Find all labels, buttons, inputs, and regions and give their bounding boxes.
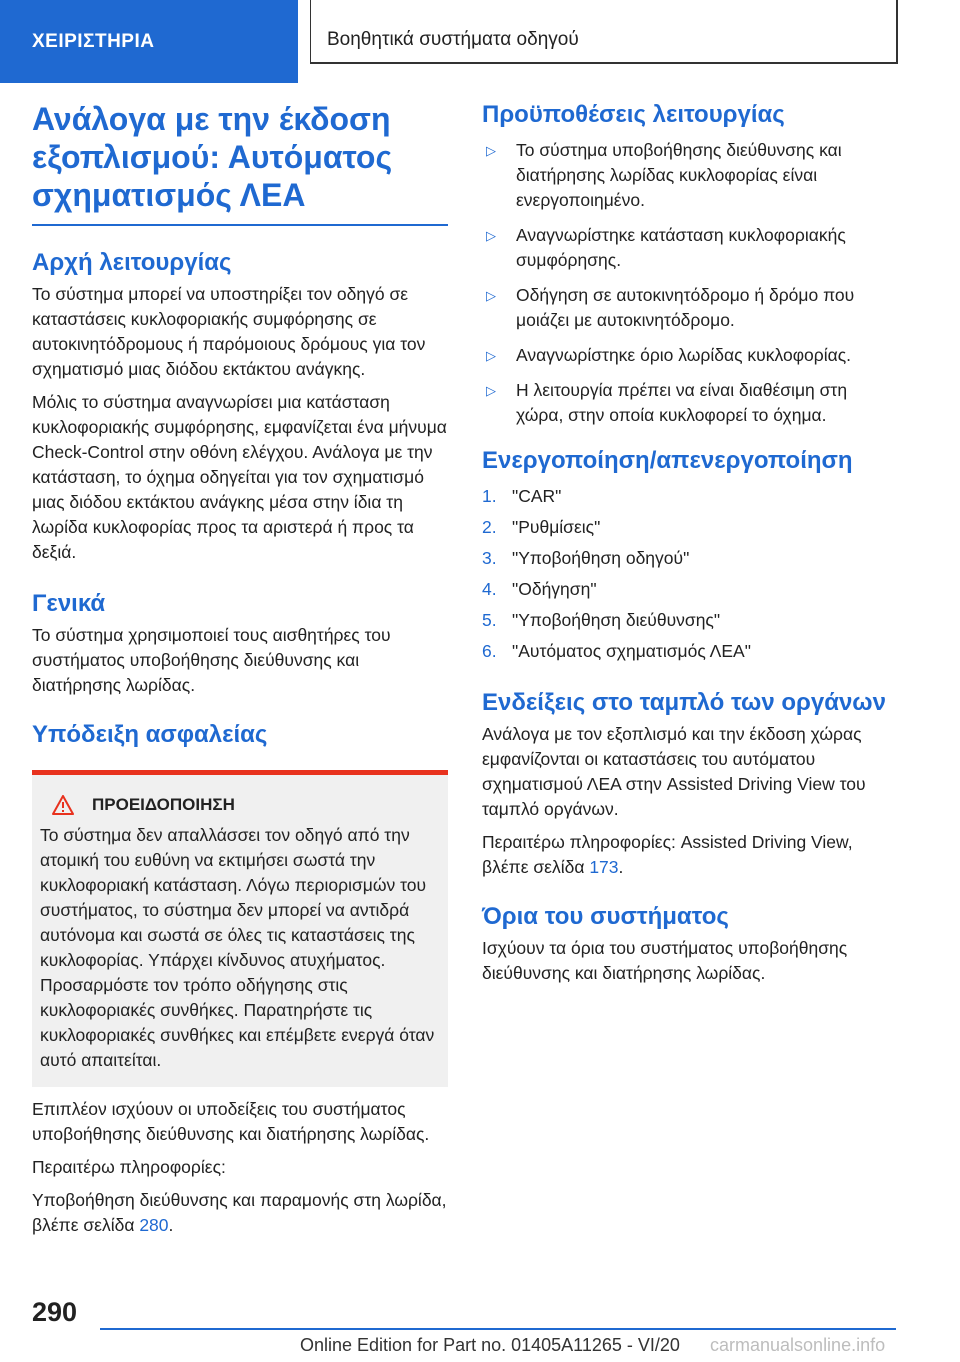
- bullet-triangle-icon: ▷: [486, 383, 496, 398]
- step-text: "Αυτόματος σχηματισμός ΛΕΑ": [512, 641, 751, 661]
- bullet-triangle-icon: ▷: [486, 228, 496, 243]
- warning-text: Το σύστημα δεν απαλλάσσει τον οδηγό από την ατομική του ευθύνη να εκτιμήσει σωστά την κυκλοφοριακή κατάσταση. Λόγω περιορισμών του συστήματος, το σύστημα δεν μπορεί να αντιδρά αυτόνομα και σωστά σε όλες τις καταστάσεις της κυκλοφορίας. Υπάρχει κίνδυνος ατυχήματος. Προσαρμόστε τον τρόπο οδήγησης στις κυκλοφοριακές συνθήκες. Παρατηρήστε τις κυκλοφοριακές συνθήκες και επέμβετε ενεργά όταν αυτό απαιτείται.: [40, 825, 435, 1070]
- general-heading: Γενικά: [32, 590, 106, 617]
- principle-paragraph-1: Το σύστημα μπορεί να υποστηρίξει τον οδηγό σε καταστάσεις κυκλοφοριακής συμφόρησης σε αυτοκινητόδρομους ή παρόμοιους δρόμους για τον σχηματισμό μιας διόδου εκτάκτου ανάγκης.: [32, 284, 426, 379]
- after-paragraph-3-text: Υποβοήθηση διεύθυνσης και παραμονής στη λωρίδα, βλέπε σελίδα: [32, 1190, 447, 1235]
- principle-heading: Αρχή λειτουργίας: [32, 249, 232, 276]
- prereq-text: Οδήγηση σε αυτοκινητόδρομο ή δρόμο που μοιάζει με αυτοκινητόδρομο.: [516, 285, 855, 330]
- bullet-triangle-icon: ▷: [486, 288, 496, 303]
- list-item: [482, 608, 897, 633]
- after-paragraph-1: Επιπλέον ισχύουν οι υποδείξεις του συστήματος υποβοήθησης διεύθυνσης και διατήρησης λωρίδας.: [32, 1099, 430, 1144]
- step-number: 1.: [482, 486, 497, 506]
- display-paragraph-2-end: .: [618, 857, 624, 877]
- header-chapter-label: Βοηθητικά συστήματα οδηγού: [327, 29, 579, 50]
- step-number: 5.: [482, 610, 497, 630]
- list-item: [482, 223, 897, 273]
- prereq-text: Η λειτουργία πρέπει να είναι διαθέσιμη στη χώρα, στην οποία κυκλοφορεί το όχημα.: [516, 380, 848, 425]
- prereq-heading: Προϋποθέσεις λειτουργίας: [482, 101, 785, 128]
- list-item: [482, 484, 897, 509]
- step-text: "Οδήγηση": [512, 579, 597, 599]
- step-text: "Υποβοήθηση διεύθυνσης": [512, 610, 721, 630]
- page-link-173[interactable]: 173: [589, 857, 619, 877]
- step-text: "Υποβοήθηση οδηγού": [512, 548, 690, 568]
- display-paragraph-2: [482, 830, 897, 880]
- general-paragraph: Το σύστημα χρησιμοποιεί τους αισθητήρες του συστήματος υποβοήθησης διεύθυνσης και διατήρησης λωρίδας.: [32, 625, 391, 695]
- limits-paragraph: Ισχύουν τα όρια του συστήματος υποβοήθησης διεύθυνσης και διατήρησης λωρίδας.: [482, 938, 848, 983]
- warning-triangle-icon: [52, 795, 74, 815]
- prereq-text: Το σύστημα υποβοήθησης διεύθυνσης και διατήρησης λωρίδας κυκλοφορίας είναι ενεργοποιημένο.: [516, 140, 842, 210]
- page-title: Ανάλογα με την έκδοση εξοπλισμού: Αυτόματος σχηματισμός ΛΕΑ: [32, 101, 393, 213]
- prereq-text: Αναγνωρίστηκε κατάσταση κυκλοφοριακής συμφόρησης.: [516, 225, 846, 270]
- header-section-tab: [0, 0, 298, 83]
- list-item: [482, 283, 897, 333]
- list-item: [482, 639, 897, 664]
- page-number: 290: [32, 1297, 78, 1327]
- step-text: "CAR": [512, 486, 562, 506]
- header-chapter-box: [310, 0, 898, 64]
- limits-heading: Όρια του συστήματος: [482, 903, 729, 930]
- step-number: 3.: [482, 548, 497, 568]
- footer-rule: [100, 1328, 896, 1330]
- list-item: [482, 378, 897, 428]
- after-paragraph-3: [32, 1188, 448, 1238]
- step-number: 6.: [482, 641, 497, 661]
- activation-steps: [482, 484, 897, 664]
- warning-box: [32, 770, 448, 1087]
- watermark: carmanualsonline.info: [710, 1335, 886, 1355]
- prereq-text: Αναγνωρίστηκε όριο λωρίδας κυκλοφορίας.: [516, 345, 852, 365]
- activation-heading: Ενεργοποίηση/απενεργοποίηση: [482, 447, 853, 474]
- header-section-label: ΧΕΙΡΙΣΤΗΡΙΑ: [32, 31, 155, 52]
- title-rule: [32, 224, 448, 226]
- list-item: [482, 515, 897, 540]
- page-link-280[interactable]: 280: [139, 1215, 169, 1235]
- left-column: [32, 100, 448, 1238]
- list-item: [482, 343, 897, 368]
- prereq-list: [482, 138, 897, 428]
- display-paragraph-2-text: Περαιτέρω πληροφορίες: Assisted Driving View, βλέπε σελίδα: [482, 832, 853, 877]
- footer-edition: Online Edition for Part no. 01405A11265 - VI/20: [300, 1335, 680, 1355]
- after-paragraph-3-end: .: [168, 1215, 174, 1235]
- warning-title-row: [40, 795, 440, 815]
- bullet-triangle-icon: ▷: [486, 143, 496, 158]
- right-column: [482, 100, 897, 986]
- warning-title: ΠΡΟΕΙΔΟΠΟΙΗΣΗ: [92, 795, 235, 814]
- display-paragraph-1: Ανάλογα με τον εξοπλισμό και την έκδοση χώρας εμφανίζονται οι καταστάσεις του αυτόματου σχηματισμού ΛΕΑ στην Assisted Driving View του ταμπλό οργάνων.: [482, 724, 866, 819]
- list-item: [482, 577, 897, 602]
- after-paragraph-2: Περαιτέρω πληροφορίες:: [32, 1157, 226, 1177]
- step-number: 2.: [482, 517, 497, 537]
- step-text: "Ρυθμίσεις": [512, 517, 601, 537]
- bullet-triangle-icon: ▷: [486, 348, 496, 363]
- list-item: [482, 138, 897, 213]
- display-heading: Ενδείξεις στο ταμπλό των οργάνων: [482, 689, 886, 716]
- principle-paragraph-2: Μόλις το σύστημα αναγνωρίσει μια κατάσταση κυκλοφοριακής συμφόρησης, εμφανίζεται ένα μήνυμα Check-Control στην οθόνη ελέγχου. Ανάλογα με την κατάσταση, το όχημα οδηγείται για τον σχηματισμό μιας διόδου εκτάκτου ανάγκης μέσα στην ίδια τη λωρίδα κυκλοφορίας προς τα αριστερά ή προς τα δεξιά.: [32, 392, 447, 562]
- safety-heading: Υπόδειξη ασφαλείας: [32, 721, 268, 748]
- step-number: 4.: [482, 579, 497, 599]
- list-item: [482, 546, 897, 571]
